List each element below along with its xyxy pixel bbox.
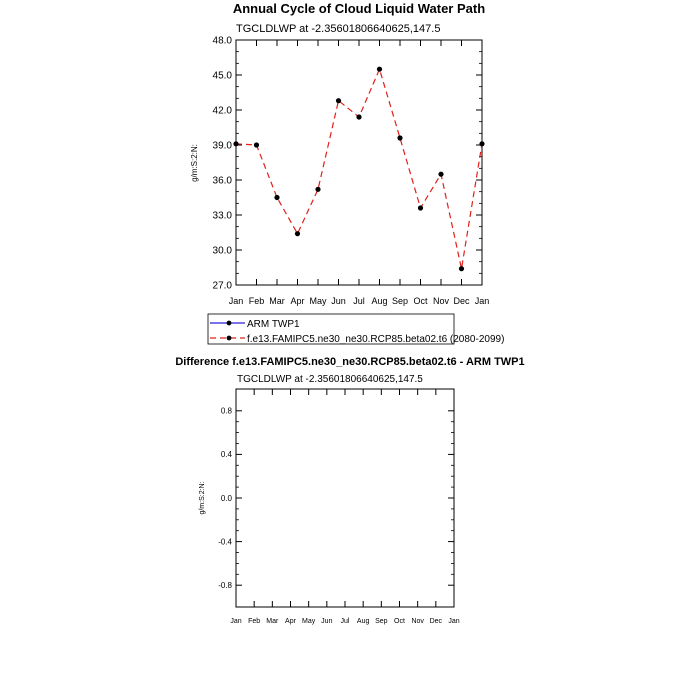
top-chart-subtitle: TGCLDLWP at -2.35601806640625,147.5 (236, 23, 441, 35)
x-tick-label: Jul (340, 618, 350, 625)
x-tick-label: Oct (413, 296, 428, 306)
x-tick-label: Jun (331, 296, 346, 306)
y-tick-label: 39.0 (212, 140, 232, 152)
x-tick-label: Dec (453, 296, 470, 306)
y-tick-label: 0.8 (220, 406, 232, 416)
x-tick-label: Apr (285, 618, 296, 625)
plot-frame (236, 40, 482, 285)
y-tick-label: 27.0 (212, 280, 232, 292)
x-tick-label: Sep (375, 618, 388, 625)
data-point (418, 205, 423, 210)
x-tick-label: Jun (321, 618, 333, 625)
data-point (295, 231, 300, 236)
data-point (397, 135, 402, 140)
y-tick-label: 0.0 (220, 493, 232, 503)
bottom-chart-subtitle: TGCLDLWP at -2.35601806640625,147.5 (237, 374, 423, 385)
data-point (438, 172, 443, 177)
data-point (233, 141, 238, 146)
data-point (459, 266, 464, 271)
bottom-chart-plot (218, 389, 460, 625)
y-tick-label: -0.8 (218, 581, 232, 590)
data-point (315, 187, 320, 192)
y-tick-label: 0.4 (220, 450, 232, 460)
x-tick-label: Jan (228, 296, 244, 306)
data-point (336, 98, 341, 103)
x-tick-label: Jul (353, 296, 365, 306)
x-tick-label: Jan (230, 618, 242, 625)
x-tick-label: Jan (448, 618, 460, 625)
x-tick-label: Feb (248, 618, 261, 625)
legend-label-obs: ARM TWP1 (247, 319, 300, 330)
series-line (236, 69, 482, 269)
x-tick-label: Oct (394, 618, 405, 625)
top-chart-ylabel: g/m:S:2:N: (190, 144, 199, 182)
top-chart-plot (213, 36, 490, 307)
x-tick-label: Aug (356, 618, 370, 625)
x-tick-label: Nov (432, 296, 450, 306)
legend (208, 314, 504, 345)
y-tick-label: 33.0 (212, 210, 232, 222)
data-point (377, 67, 382, 72)
x-tick-label: Dec (429, 618, 443, 625)
x-tick-label: Mar (266, 618, 279, 625)
data-point (479, 141, 484, 146)
top-chart-title: Annual Cycle of Cloud Liquid Water Path (232, 1, 486, 16)
x-tick-label: Mar (269, 296, 285, 306)
x-tick-label: Jan (474, 296, 490, 306)
y-tick-label: 45.0 (212, 70, 232, 82)
legend-label-model: f.e13.FAMIPC5.ne30_ne30.RCP85.beta02.t6 (2080-2099) (247, 334, 505, 345)
legend-marker-obs (227, 321, 232, 326)
y-tick-label: -0.4 (218, 537, 232, 547)
x-tick-label: Feb (248, 296, 265, 306)
data-point (356, 114, 361, 119)
data-point (274, 195, 279, 200)
bottom-chart-ylabel: g/m:S:2:N: (199, 481, 206, 515)
bottom-chart-title: Difference f.e13.FAMIPC5.ne30_ne30.RCP85.beta02.t6 - ARM TWP1 (175, 356, 525, 368)
y-tick-label: 36.0 (212, 175, 232, 187)
legend-marker-model (227, 336, 232, 341)
y-tick-label: 48.0 (212, 35, 232, 47)
data-point (254, 142, 259, 147)
x-tick-label: May (309, 296, 327, 306)
plot-frame (236, 389, 454, 607)
x-tick-label: Sep (391, 296, 409, 306)
x-tick-label: May (302, 618, 316, 625)
y-tick-label: 42.0 (212, 105, 232, 117)
y-tick-label: 30.0 (212, 245, 232, 257)
x-tick-label: Apr (290, 296, 305, 306)
x-tick-label: Nov (411, 618, 424, 625)
x-tick-label: Aug (371, 296, 388, 306)
